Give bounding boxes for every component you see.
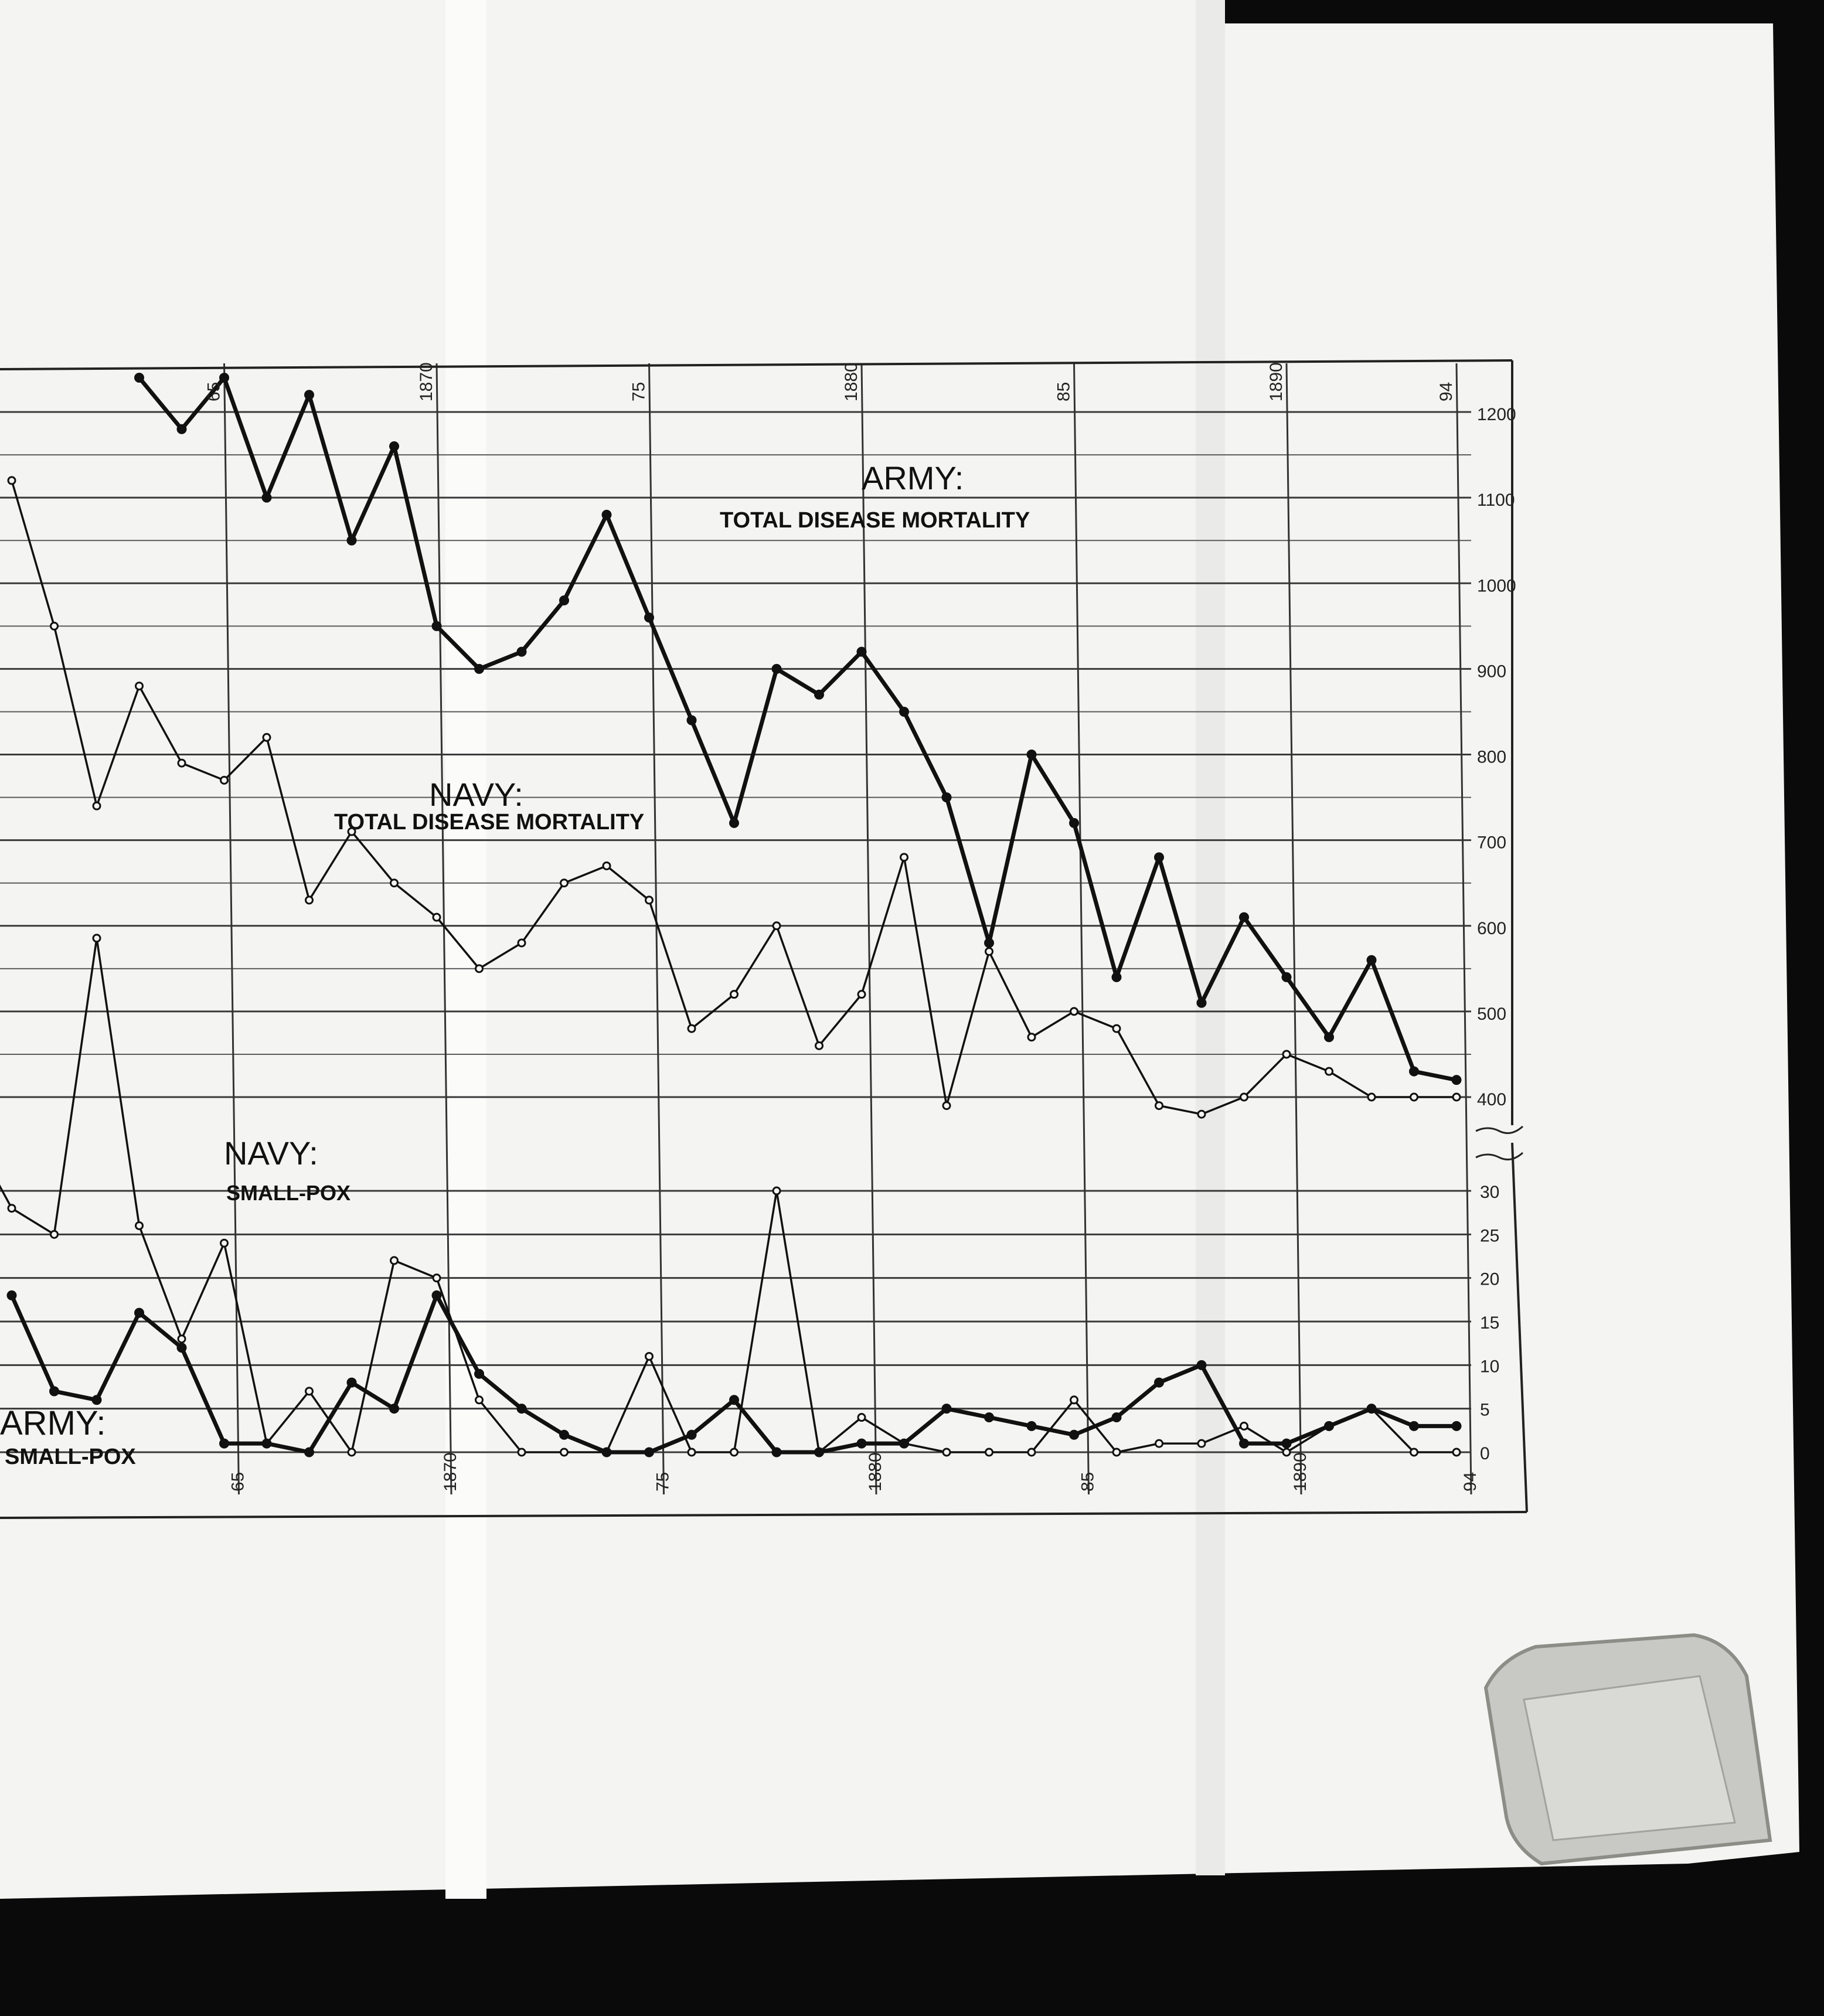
data-point-smallpox-1 — [305, 1448, 314, 1456]
data-point-smallpox-0 — [433, 1275, 440, 1282]
data-point-smallpox-1 — [603, 1448, 611, 1456]
data-point-smallpox-0 — [986, 1449, 993, 1456]
x-tick-label-bottom: 94 — [1461, 1472, 1480, 1491]
data-point-smallpox-0 — [561, 1449, 568, 1456]
y-tick-label-bottom: 10 — [1480, 1357, 1500, 1377]
data-point-mortality-1 — [901, 854, 908, 861]
series-label-navy-smallpox: NAVY: — [224, 1135, 318, 1172]
x-tick-label-bottom: 85 — [1078, 1472, 1098, 1491]
data-point-mortality-1 — [221, 777, 228, 784]
data-point-mortality-1 — [1156, 1102, 1163, 1109]
x-tick-label-bottom: 1870 — [441, 1452, 460, 1491]
data-point-smallpox-1 — [1070, 1431, 1078, 1439]
data-point-smallpox-0 — [773, 1187, 780, 1194]
data-point-smallpox-1 — [348, 1378, 356, 1387]
data-point-mortality-1 — [603, 862, 610, 869]
data-point-smallpox-1 — [50, 1387, 59, 1395]
data-point-mortality-0 — [390, 442, 399, 450]
data-point-mortality-1 — [646, 897, 653, 904]
data-point-smallpox-1 — [178, 1344, 186, 1352]
data-point-smallpox-1 — [220, 1439, 229, 1448]
data-point-smallpox-0 — [1028, 1449, 1035, 1456]
data-point-smallpox-0 — [1071, 1397, 1078, 1404]
data-point-smallpox-1 — [730, 1396, 739, 1404]
data-point-smallpox-1 — [93, 1396, 101, 1404]
y-tick-label-top: 800 — [1477, 747, 1507, 767]
data-point-smallpox-1 — [857, 1439, 866, 1448]
data-point-mortality-0 — [1452, 1076, 1461, 1084]
data-point-smallpox-0 — [306, 1388, 313, 1395]
data-point-smallpox-0 — [1198, 1440, 1205, 1447]
data-point-smallpox-0 — [93, 935, 100, 942]
y-tick-label-bottom: 0 — [1480, 1444, 1490, 1463]
x-tick-label-top: 65 — [204, 382, 224, 401]
series-label-army-total: ARMY: — [862, 459, 964, 496]
data-point-mortality-0 — [900, 707, 908, 716]
data-point-mortality-0 — [730, 819, 739, 827]
x-tick-label-bottom: 65 — [228, 1472, 248, 1491]
series-sub-army-smallpox: SMALL-POX — [5, 1445, 136, 1469]
data-point-mortality-1 — [1411, 1094, 1418, 1101]
x-tick-label-bottom: 1880 — [866, 1452, 885, 1491]
data-point-mortality-1 — [858, 991, 865, 998]
data-point-smallpox-0 — [1453, 1449, 1460, 1456]
data-point-mortality-1 — [1283, 1051, 1290, 1058]
data-point-smallpox-1 — [1282, 1439, 1291, 1448]
data-point-mortality-0 — [815, 690, 823, 699]
data-point-mortality-0 — [1155, 853, 1163, 861]
data-point-smallpox-0 — [1113, 1449, 1120, 1456]
data-point-mortality-0 — [857, 648, 866, 656]
data-point-smallpox-1 — [900, 1439, 908, 1448]
data-point-mortality-0 — [603, 510, 611, 519]
data-point-mortality-1 — [136, 683, 143, 690]
data-point-smallpox-0 — [1241, 1422, 1248, 1429]
x-tick-label-top: 75 — [629, 382, 649, 401]
data-point-mortality-1 — [8, 477, 15, 484]
data-point-mortality-1 — [731, 991, 738, 998]
data-point-mortality-0 — [518, 648, 526, 656]
y-tick-label-bottom: 25 — [1480, 1226, 1500, 1246]
data-point-mortality-1 — [1028, 1034, 1035, 1041]
x-tick-label-top: 94 — [1437, 382, 1456, 401]
data-point-smallpox-1 — [1367, 1405, 1376, 1413]
y-tick-label-top: 1100 — [1477, 491, 1515, 510]
data-point-mortality-0 — [1112, 973, 1121, 981]
series-sub-navy-smallpox: SMALL-POX — [226, 1181, 350, 1205]
x-tick-label-top: 1880 — [842, 362, 861, 401]
data-point-mortality-0 — [645, 614, 654, 622]
data-point-mortality-1 — [816, 1042, 823, 1049]
data-point-mortality-1 — [433, 914, 440, 921]
data-point-smallpox-0 — [391, 1257, 398, 1264]
data-point-mortality-1 — [93, 802, 100, 809]
data-point-mortality-1 — [263, 734, 270, 741]
glass-weight-face — [1524, 1676, 1735, 1840]
data-point-mortality-0 — [1197, 999, 1206, 1007]
data-point-smallpox-1 — [1240, 1439, 1248, 1448]
data-point-mortality-1 — [306, 897, 313, 904]
data-point-smallpox-1 — [688, 1431, 696, 1439]
data-point-mortality-0 — [1325, 1033, 1333, 1041]
fold-band — [445, 0, 486, 1899]
data-point-smallpox-1 — [1410, 1422, 1418, 1430]
data-point-smallpox-0 — [221, 1239, 228, 1247]
data-point-smallpox-0 — [858, 1414, 865, 1421]
x-tick-label-top: 85 — [1054, 382, 1074, 401]
data-point-mortality-0 — [1240, 913, 1248, 921]
data-point-mortality-0 — [688, 716, 696, 724]
data-point-smallpox-1 — [645, 1448, 654, 1456]
data-point-mortality-0 — [560, 596, 569, 604]
y-tick-label-top: 700 — [1477, 833, 1507, 853]
data-point-mortality-0 — [135, 374, 144, 382]
data-point-smallpox-1 — [1197, 1361, 1206, 1369]
data-point-smallpox-1 — [1155, 1378, 1163, 1387]
data-point-smallpox-1 — [390, 1405, 399, 1413]
data-point-smallpox-0 — [1283, 1449, 1290, 1456]
series-label-army-smallpox: ARMY: — [0, 1404, 106, 1442]
data-point-mortality-1 — [391, 880, 398, 887]
y-tick-label-top: 1000 — [1477, 576, 1516, 596]
data-point-smallpox-1 — [773, 1448, 781, 1456]
data-point-smallpox-1 — [560, 1431, 569, 1439]
data-point-mortality-0 — [942, 794, 951, 802]
data-point-mortality-1 — [51, 622, 58, 629]
data-point-smallpox-1 — [942, 1405, 951, 1413]
data-point-mortality-1 — [518, 939, 525, 946]
data-point-mortality-0 — [433, 622, 441, 630]
data-point-smallpox-1 — [1452, 1422, 1461, 1430]
data-point-smallpox-1 — [1027, 1422, 1036, 1430]
y-tick-label-bottom: 30 — [1480, 1183, 1500, 1202]
data-point-smallpox-0 — [688, 1449, 695, 1456]
data-point-smallpox-0 — [518, 1449, 525, 1456]
data-point-mortality-1 — [1071, 1008, 1078, 1015]
data-point-smallpox-1 — [1112, 1414, 1121, 1422]
data-point-mortality-0 — [985, 939, 993, 947]
data-point-smallpox-1 — [263, 1439, 271, 1448]
data-point-mortality-0 — [348, 536, 356, 544]
data-point-mortality-0 — [1027, 751, 1036, 759]
data-point-smallpox-1 — [518, 1405, 526, 1413]
data-point-mortality-1 — [1113, 1025, 1120, 1032]
series-label-navy-total: NAVY: — [429, 776, 523, 813]
data-point-smallpox-1 — [8, 1291, 16, 1299]
data-point-mortality-1 — [178, 760, 185, 767]
y-tick-label-top: 400 — [1477, 1090, 1507, 1109]
data-point-smallpox-0 — [51, 1231, 58, 1238]
series-sub-navy-total: TOTAL DISEASE MORTALITY — [334, 810, 645, 835]
data-point-mortality-1 — [943, 1102, 950, 1109]
x-tick-label-top: 1890 — [1267, 362, 1286, 401]
data-point-mortality-1 — [476, 965, 483, 972]
fold-band — [1196, 0, 1225, 1875]
data-point-mortality-1 — [561, 880, 568, 887]
data-point-smallpox-1 — [815, 1448, 823, 1456]
x-tick-label-top: 1870 — [417, 362, 436, 401]
data-point-mortality-0 — [1070, 819, 1078, 827]
data-point-mortality-0 — [263, 493, 271, 502]
data-point-smallpox-0 — [731, 1449, 738, 1456]
data-point-mortality-0 — [1410, 1067, 1418, 1075]
y-tick-label-bottom: 5 — [1480, 1400, 1490, 1420]
data-point-smallpox-1 — [985, 1414, 993, 1422]
data-point-smallpox-0 — [1411, 1449, 1418, 1456]
data-point-smallpox-1 — [475, 1370, 484, 1378]
y-tick-label-bottom: 15 — [1480, 1313, 1500, 1333]
data-point-mortality-1 — [1198, 1111, 1205, 1118]
y-tick-label-top: 500 — [1477, 1004, 1507, 1024]
data-point-smallpox-1 — [1325, 1422, 1333, 1430]
series-sub-army-total: TOTAL DISEASE MORTALITY — [720, 508, 1030, 533]
data-point-mortality-0 — [1367, 956, 1376, 964]
data-point-mortality-0 — [220, 374, 229, 382]
data-point-mortality-1 — [1368, 1094, 1375, 1101]
data-point-mortality-0 — [178, 425, 186, 433]
data-point-smallpox-0 — [348, 1449, 355, 1456]
data-point-mortality-0 — [475, 665, 484, 673]
data-point-mortality-1 — [1453, 1094, 1460, 1101]
data-point-smallpox-0 — [646, 1353, 653, 1360]
data-point-mortality-0 — [1282, 973, 1291, 981]
x-tick-label-bottom: 1890 — [1291, 1452, 1310, 1491]
y-tick-label-top: 1200 — [1477, 405, 1516, 424]
data-point-smallpox-1 — [135, 1309, 144, 1317]
data-point-smallpox-0 — [136, 1222, 143, 1229]
data-point-smallpox-0 — [178, 1336, 185, 1343]
data-point-mortality-1 — [688, 1025, 695, 1032]
data-point-mortality-0 — [773, 665, 781, 673]
y-tick-label-top: 900 — [1477, 662, 1507, 682]
data-point-smallpox-0 — [476, 1397, 483, 1404]
data-point-mortality-1 — [986, 948, 993, 955]
y-tick-label-bottom: 20 — [1480, 1269, 1500, 1289]
data-point-mortality-0 — [305, 391, 314, 399]
data-point-smallpox-1 — [433, 1291, 441, 1299]
data-point-mortality-1 — [1241, 1094, 1248, 1101]
data-point-mortality-1 — [1326, 1068, 1333, 1075]
data-point-smallpox-0 — [943, 1449, 950, 1456]
data-point-smallpox-0 — [1156, 1440, 1163, 1447]
data-point-smallpox-0 — [8, 1205, 15, 1212]
data-point-mortality-1 — [773, 922, 780, 929]
y-tick-label-top: 600 — [1477, 918, 1507, 938]
x-tick-label-bottom: 75 — [653, 1472, 673, 1491]
